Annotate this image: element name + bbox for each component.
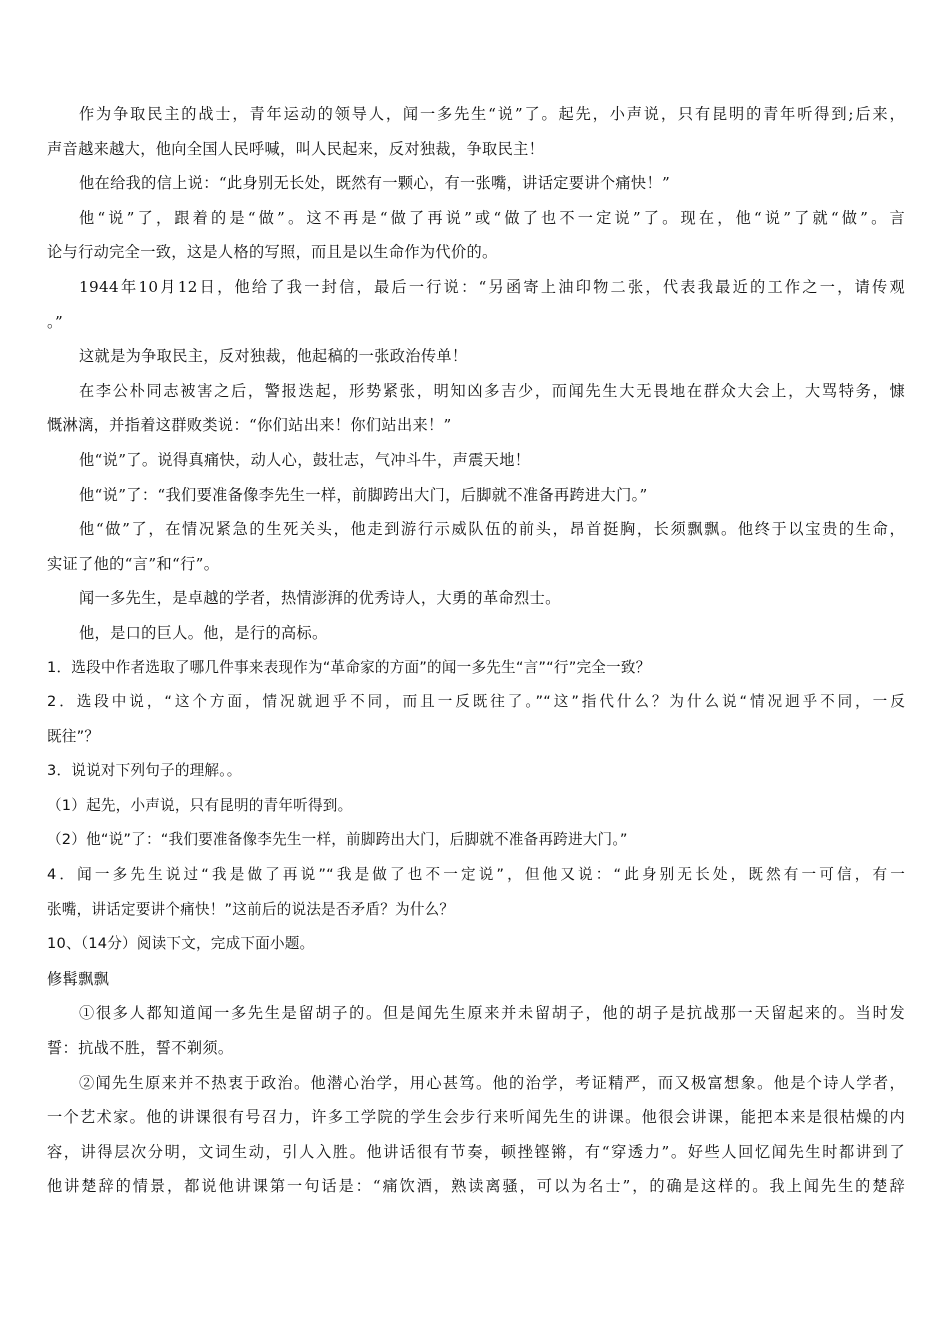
passage-paragraph	[47, 581, 905, 616]
passage-title: 修髯飘飘	[47, 969, 110, 988]
question-line: 既往”？	[47, 727, 100, 745]
question-line: 4．闻一多先生说过“我是做了再说”“我是做了也不一定说”，但他又说：“此身别无长处，既然有一可信，有一	[47, 866, 905, 884]
text-line: 他讲楚辞的情景，都说他讲课第一句话是：“痛饮酒，熟读离骚，可以为名士”，的确是这样的。我上闻先生的楚辞	[47, 1177, 905, 1196]
passage-paragraph	[47, 478, 905, 513]
text-line: 。”	[47, 312, 64, 331]
section-heading: 10、（14分）阅读下文，完成下面小题。	[47, 935, 315, 953]
question-3-sub-1	[47, 789, 905, 824]
question-line: （2）他“说”了：“我们要准备像李先生一样，前脚跨出大门，后脚就不准备再跨进大门。”	[47, 831, 628, 849]
text-line: 这就是为争取民主，反对独裁，他起稿的一张政治传单！	[79, 347, 468, 366]
question-line: 2．选段中说，“这个方面，情况就迥乎不同，而且一反既往了。”“这”指代什么？为什么说“情况迥乎不同，一反	[47, 693, 905, 711]
text-line: 在李公朴同志被害之后，警报迭起，形势紧张，明知凶多吉少，而闻先生大无畏地在群众大会上，大骂特务，慷	[79, 381, 905, 400]
question-line: 1．选段中作者选取了哪几件事来表现作为“革命家的方面”的闻一多先生“言”“行”完全一致？	[47, 658, 651, 676]
passage-paragraph	[47, 512, 905, 581]
question-2	[47, 685, 905, 754]
text-line: 他“说”了：“我们要准备像李先生一样，前脚跨出大门，后脚就不准备再跨进大门。”	[79, 485, 648, 504]
text-line: 他“做”了，在情况紧急的生死关头，他走到游行示威队伍的前头，昂首挺胸，长须飘飘。他终于以宝贵的生命，	[79, 520, 905, 539]
passage-paragraph	[47, 339, 905, 374]
passage-paragraph	[47, 97, 905, 166]
text-line: 声音越来越大，他向全国人民呼喊，叫人民起来，反对独裁，争取民主！	[47, 139, 545, 158]
text-line: 作为争取民主的战士，青年运动的领导人，闻一多先生“说”了。起先，小声说，只有昆明的青年听得到;后来，	[79, 105, 905, 123]
text-line: 誓：抗战不胜，誓不剃须。	[47, 1039, 234, 1058]
question-line: 3．说说对下列句子的理解。。	[47, 762, 242, 780]
text-line: 一个艺术家。他的讲课很有号召力，许多工学院的学生会步行来听闻先生的讲课。他很会讲课，能把本来是很枯燥的内	[47, 1108, 905, 1127]
text-line: 论与行动完全一致，这是人格的写照，而且是以生命作为代价的。	[47, 243, 498, 262]
text-line: ①很多人都知道闻一多先生是留胡子的。但是闻先生原来并未留胡子，他的胡子是抗战那一天留起来的。当时发	[79, 1004, 905, 1023]
question-line: （1）起先，小声说，只有昆明的青年听得到。	[47, 796, 353, 814]
question-4	[47, 858, 905, 927]
passage-paragraph-2	[47, 1066, 905, 1204]
passage-paragraph	[47, 201, 905, 270]
text-line: 1944年10月12日，他给了我一封信，最后一行说：“另函寄上油印物二张，代表我最近的工作之一，请传观	[79, 277, 905, 296]
document-page	[47, 97, 905, 1204]
text-line: 容，讲得层次分明，文词生动，引人入胜。他讲话很有节奏，顿挫铿锵，有“穿透力”。好些人回忆闻先生时都讲到了	[47, 1142, 905, 1161]
question-3	[47, 754, 905, 789]
passage-paragraph-1	[47, 996, 905, 1065]
text-line: 闻一多先生，是卓越的学者，热情澎湃的优秀诗人，大勇的革命烈士。	[79, 589, 561, 608]
question-1	[47, 651, 905, 686]
passage-paragraph	[47, 443, 905, 478]
text-line: 他在给我的信上说：“此身别无长处，既然有一颗心，有一张嘴，讲话定要讲个痛快！”	[79, 174, 671, 193]
text-line: 他“说”了。说得真痛快，动人心，鼓壮志，气冲斗牛，声震天地！	[79, 450, 531, 469]
text-line: 慨淋漓，并指着这群败类说：“你们站出来！你们站出来！”	[47, 416, 452, 435]
passage-paragraph	[47, 374, 905, 443]
text-line: ②闻先生原来并不热衷于政治。他潜心治学，用心甚笃。他的治学，考证精严，而又极富想象。他是个诗人学者，	[79, 1073, 905, 1092]
passage-paragraph	[47, 616, 905, 651]
text-line: 他“说”了，跟着的是“做”。这不再是“做了再说”或“做了也不一定说”了。现在，他“说”了就“做”。言	[79, 208, 905, 227]
question-3-sub-2	[47, 823, 905, 858]
question-line: 张嘴，讲话定要讲个痛快！”这前后的说法是否矛盾？为什么？	[47, 900, 455, 918]
passage-paragraph	[47, 166, 905, 201]
text-line: 他，是口的巨人。他，是行的高标。	[79, 623, 328, 642]
text-line: 实证了他的“言”和“行”。	[47, 554, 220, 573]
passage-paragraph	[47, 270, 905, 339]
